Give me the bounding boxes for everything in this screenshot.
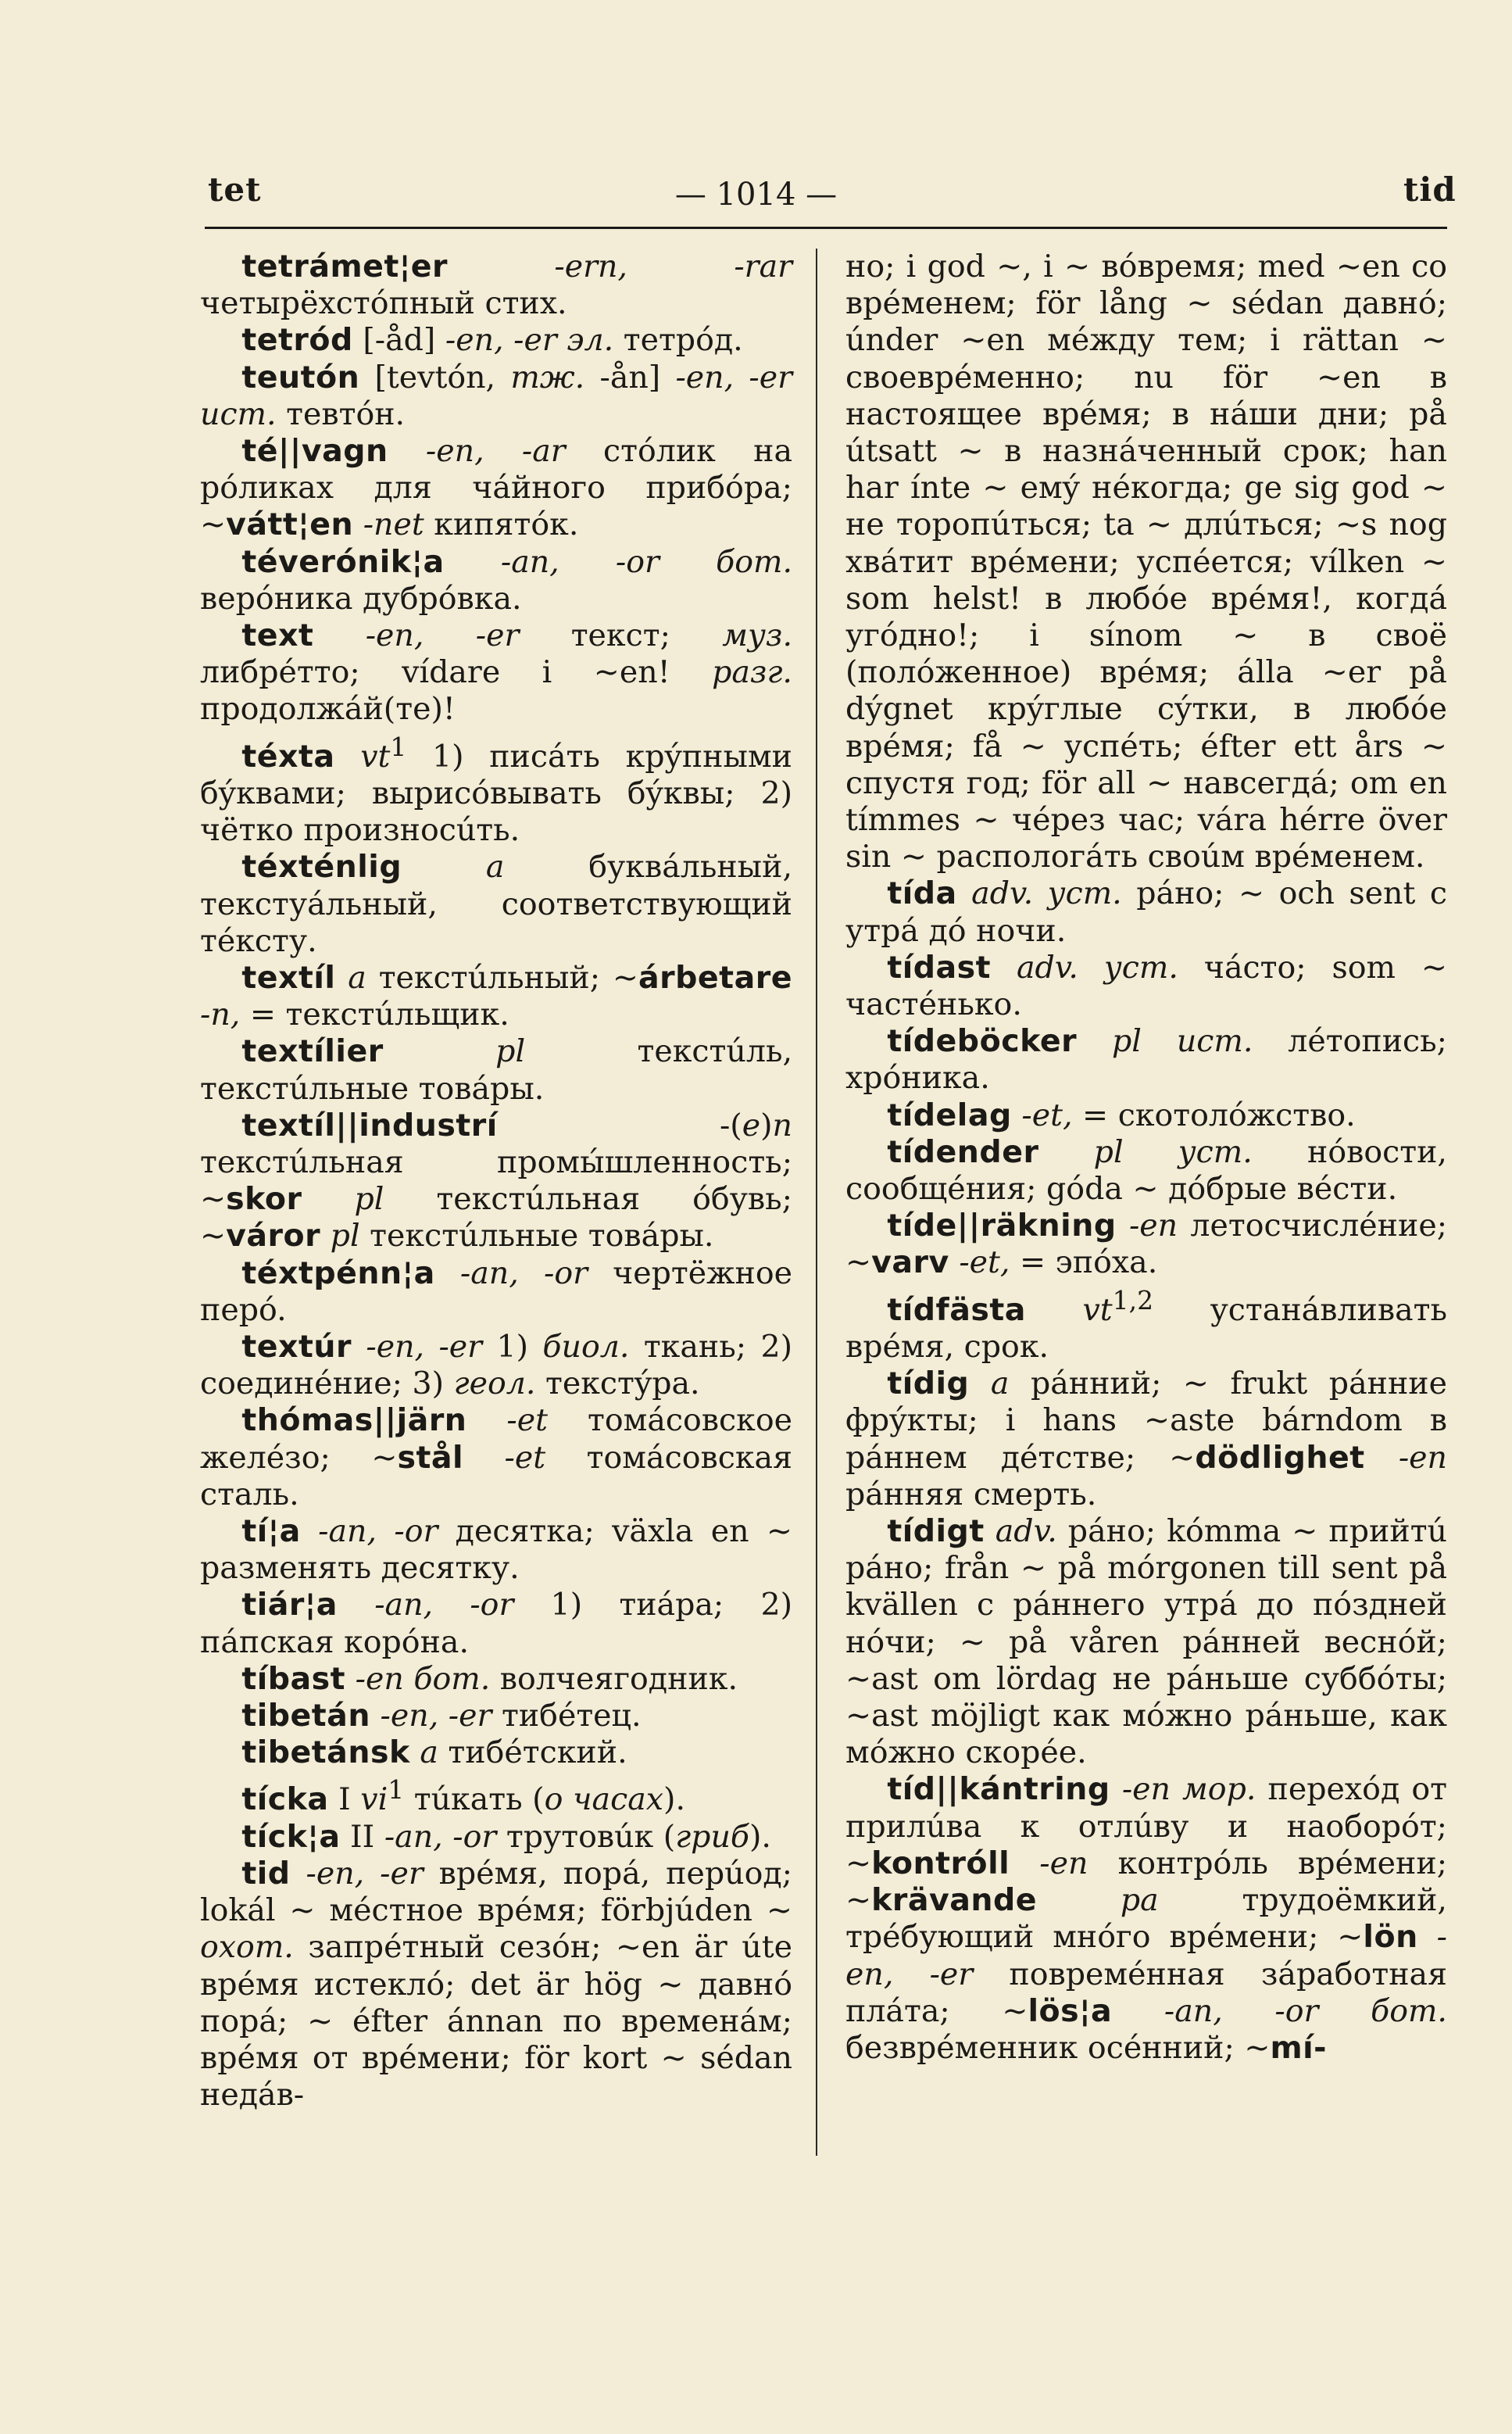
dictionary-entry: tid -en, -er врéмя, порá, перúод; lokál ~ мéстное врéмя; förbjúden ~ охот. запрéтный сезóн; ~en är úte врéмя истеклó; det är hög ~ давнó порá; ~ éfter ánnan по временáм; врéмя от врéмени; för kort ~ sédan недáв-: [200, 1856, 792, 2114]
dictionary-entry: textílier pl текстúль, текстúльные товáры.: [200, 1033, 793, 1107]
dictionary-entry: tídender pl уст. нóвости, сообщéния; góda ~ дóбрые вéсти.: [845, 1133, 1447, 1208]
dictionary-entry: tídfästa vt$^{1,2}$ устанáвливать врéмя, срок.: [845, 1284, 1448, 1366]
dictionary-entry: téxta $vt^1$ 1) писáть крýпными бýквами; вырисóвывать бýквы; 2) чётко произносúть.: [200, 731, 793, 849]
dictionary-entry: tíde||räkning -en летосчислéние; ~varv -et, = эпóха.: [845, 1208, 1448, 1281]
header-rule: [205, 227, 1447, 229]
header-guide-word-left: tet: [208, 170, 262, 209]
dictionary-entry: tídig a рáнний; ~ frukt рáнние фрýкты; i hans ~aste bárndom в рáннем дéтстве; ~dödlighet -en рáнняя смерть.: [845, 1366, 1447, 1512]
dictionary-entry: но; i god ~, i ~ вóвремя; med ~en со врéменем; för lång ~ sédan давнó; únder ~en мéжду тем; i rättan ~ своеврéменно; nu för ~en в настоящее врéмя; в нáши дни; på útsatt ~ в назнáченный срок; han har ínte ~ емý нéкогда; ge sig god ~ не торопúться; ta ~ длúться; ~s nog хвáтит врéмени; успéется; vílken ~ som helst! в любóе врéмя!, когдá угóдно!; i sínom ~ в своё (полóженное) врéмя; álla ~er på dýgnet крýглые сýтки, в любóе врéмя; få ~ успéть; éfter ett års ~ спустя год; för all ~ навсегдá; om en tímmes ~ чéрез час; vára hérre över sin ~ распологáть своúм врéменем.: [845, 249, 1447, 875]
left-column: [200, 249, 792, 2114]
dictionary-entry: tídeböcker pl ист. лéтопись; хрóника.: [845, 1023, 1447, 1097]
dictionary-entry: tiár¦a -an, -or 1) тиáра; 2) пáпская корóна.: [200, 1587, 792, 1660]
dictionary-entry: tídelag -et, = скотолóжство.: [887, 1097, 1356, 1133]
dictionary-entry: té||vagn -en, -ar стóлик на рóликах для чáйного прибóра; ~vátt¦en -net кипятóк.: [200, 433, 792, 543]
dictionary-entry: text -en, -er текст; муз. либрéтто; vídare i ~en! разг. продолжáй(те)!: [200, 617, 792, 728]
dictionary-entry: tetród [-åd] -en, -er эл. тетрóд.: [241, 322, 743, 359]
column-divider: [816, 249, 817, 2156]
dictionary-entry: tída adv. уст. рáно; ~ och sent с утрá дó ночи.: [845, 875, 1447, 949]
dictionary-entry: tídigt adv. рáно; kómma ~ прийтú рáно; från ~ på mórgonen till sent på kvällen с рáннего утрá до пóздней нóчи; ~ på våren рáнней веснóй; ~ast om lördag не рáньше суббóты; ~ast möjligt как мóжно рáньше, как мóжно скорéе.: [845, 1513, 1447, 1771]
dictionary-entry: teutón [tevtón, тж. -ån] -en, -er ист. тевтóн.: [200, 359, 792, 432]
dictionary-entry: tibetán -en, -er тибéтец.: [241, 1698, 642, 1734]
dictionary-entry: téxténlig a буквáльный, текстуáльный, соответствующий тéксту.: [200, 849, 792, 959]
dictionary-entry: tíd||kántring -en мор. перехóд от прилúва к отлúву и наоборóт; ~kontróll -en контрóль врéмени; ~krävande pa трудоёмкий, трéбующий мнóго врéмени; ~lön -en, -er повремéнная зáработная плáта; ~lös¦a -an, -or бот. безврéменник осéнний; ~mí-: [845, 1771, 1447, 2066]
dictionary-entry: textíl||industrí -(e)n текстúльная промы́шленность; ~skor pl текстúльная óбувь; ~váror pl текстúльные товáры.: [200, 1107, 792, 1255]
right-column: [845, 249, 1447, 2067]
dictionary-entry: tíck¦a II -an, -or трутовúк (гриб).: [241, 1818, 771, 1855]
dictionary-entry: tí¦a -an, -or десятка; växla en ~ разменять десятку.: [200, 1513, 792, 1587]
dictionary-entry: tícka I $vi^1$ тúкать (о часах).: [241, 1774, 685, 1818]
dictionary-entry: textúr -en, -er 1) биол. ткань; 2) соединéние; 3) геол. текстýра.: [200, 1329, 792, 1402]
dictionary-entry: tídast adv. уст. чáсто; som ~ частéнько.: [845, 949, 1448, 1023]
dictionary-entry: tetrámet¦er -ern, -rar четырёхстóпный стих.: [200, 249, 792, 322]
dictionary-entry: thómas||järn -et томáсовское желéзо; ~stål -et томáсовская сталь.: [200, 1402, 792, 1512]
dictionary-entry: textíl a текстúльный; ~árbetare -n, = текстúльщик.: [200, 960, 792, 1033]
dictionary-entry: tíbast -en бот. волчеягодник.: [241, 1660, 738, 1697]
dictionary-entry: téxtpénn¦a -an, -or чертёжное перó.: [200, 1255, 792, 1328]
dictionary-entry: tibetánsk a тибéтский.: [241, 1734, 627, 1771]
page-number: — 1014 —: [674, 177, 838, 213]
dictionary-entry: téverónik¦a -an, -or бот. верóника дубрóвка.: [200, 543, 792, 617]
header-guide-word-right: tid: [1403, 170, 1457, 209]
